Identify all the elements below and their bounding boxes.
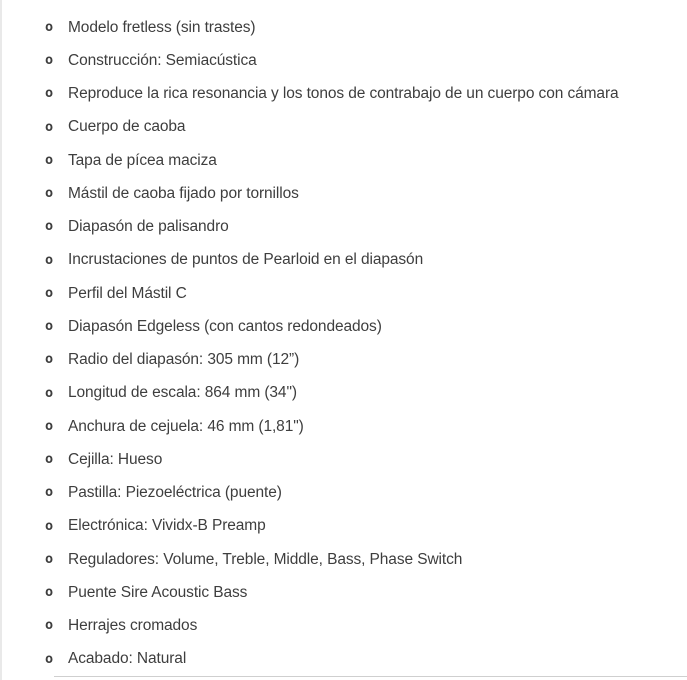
container-left-border bbox=[0, 0, 2, 680]
circle-bullet-icon: o bbox=[45, 451, 54, 468]
list-item-text: Longitud de escala: 864 mm (34") bbox=[68, 384, 297, 402]
circle-bullet-icon: o bbox=[45, 417, 54, 434]
list-item-text: Puente Sire Acoustic Bass bbox=[68, 583, 248, 601]
list-item-text: Incrustaciones de puntos de Pearloid en el diapasón bbox=[68, 251, 424, 269]
list-item bbox=[0, 510, 687, 543]
list-item bbox=[0, 576, 687, 609]
list-item-text: Reproduce la rica resonancia y los tonos de contrabajo de un cuerpo con cámara bbox=[68, 85, 619, 103]
list-item bbox=[0, 610, 687, 643]
list-item-text: Diapasón de palisandro bbox=[68, 218, 229, 236]
circle-bullet-icon: o bbox=[45, 218, 54, 235]
circle-bullet-icon: o bbox=[45, 351, 54, 368]
list-item bbox=[0, 410, 687, 443]
list-item bbox=[0, 377, 687, 410]
list-item bbox=[0, 144, 687, 177]
list-item bbox=[0, 44, 687, 77]
list-item-text: Electrónica: Vividx-B Preamp bbox=[68, 517, 266, 535]
list-item bbox=[0, 277, 687, 310]
list-item bbox=[0, 477, 687, 510]
list-item-text: Diapasón Edgeless (con cantos redondeados) bbox=[68, 317, 382, 335]
list-item bbox=[0, 78, 687, 111]
list-item bbox=[0, 310, 687, 343]
circle-bullet-icon: o bbox=[45, 584, 54, 601]
circle-bullet-icon: o bbox=[45, 318, 54, 335]
list-item bbox=[0, 643, 687, 676]
list-item-text: Herrajes cromados bbox=[68, 617, 198, 635]
list-item bbox=[0, 111, 687, 144]
list-item bbox=[0, 443, 687, 476]
circle-bullet-icon: o bbox=[45, 118, 54, 135]
list-item-text: Pastilla: Piezoeléctrica (puente) bbox=[68, 484, 282, 502]
list-item bbox=[0, 344, 687, 377]
list-item-text: Cuerpo de caoba bbox=[68, 118, 186, 136]
list-item bbox=[0, 11, 687, 44]
list-item-text: Reguladores: Volume, Treble, Middle, Bass, Phase Switch bbox=[68, 550, 463, 568]
circle-bullet-icon: o bbox=[45, 52, 54, 69]
list-item-text: Construcción: Semiacústica bbox=[68, 51, 257, 69]
circle-bullet-icon: o bbox=[45, 251, 54, 268]
list-item-text: Radio del diapasón: 305 mm (12”) bbox=[68, 351, 300, 369]
circle-bullet-icon: o bbox=[45, 18, 54, 35]
list-item-text: Perfil del Mástil C bbox=[68, 284, 187, 302]
circle-bullet-icon: o bbox=[45, 550, 54, 567]
list-item-text: Cejilla: Hueso bbox=[68, 450, 163, 468]
circle-bullet-icon: o bbox=[45, 284, 54, 301]
list-item-text: Acabado: Natural bbox=[68, 650, 187, 668]
list-item-text: Tapa de pícea maciza bbox=[68, 151, 217, 169]
list-item bbox=[0, 543, 687, 576]
circle-bullet-icon: o bbox=[45, 384, 54, 401]
list-item bbox=[0, 211, 687, 244]
list-item-text: Modelo fretless (sin trastes) bbox=[68, 18, 256, 36]
list-item-text: Anchura de cejuela: 46 mm (1,81") bbox=[68, 417, 304, 435]
circle-bullet-icon: o bbox=[45, 617, 54, 634]
circle-bullet-icon: o bbox=[45, 484, 54, 501]
list-item-text: Mástil de caoba fijado por tornillos bbox=[68, 184, 299, 202]
circle-bullet-icon: o bbox=[45, 650, 54, 667]
section-bottom-divider bbox=[54, 676, 687, 677]
list-item bbox=[0, 244, 687, 277]
circle-bullet-icon: o bbox=[45, 85, 54, 102]
circle-bullet-icon: o bbox=[45, 517, 54, 534]
circle-bullet-icon: o bbox=[45, 151, 54, 168]
circle-bullet-icon: o bbox=[45, 185, 54, 202]
list-item bbox=[0, 177, 687, 210]
